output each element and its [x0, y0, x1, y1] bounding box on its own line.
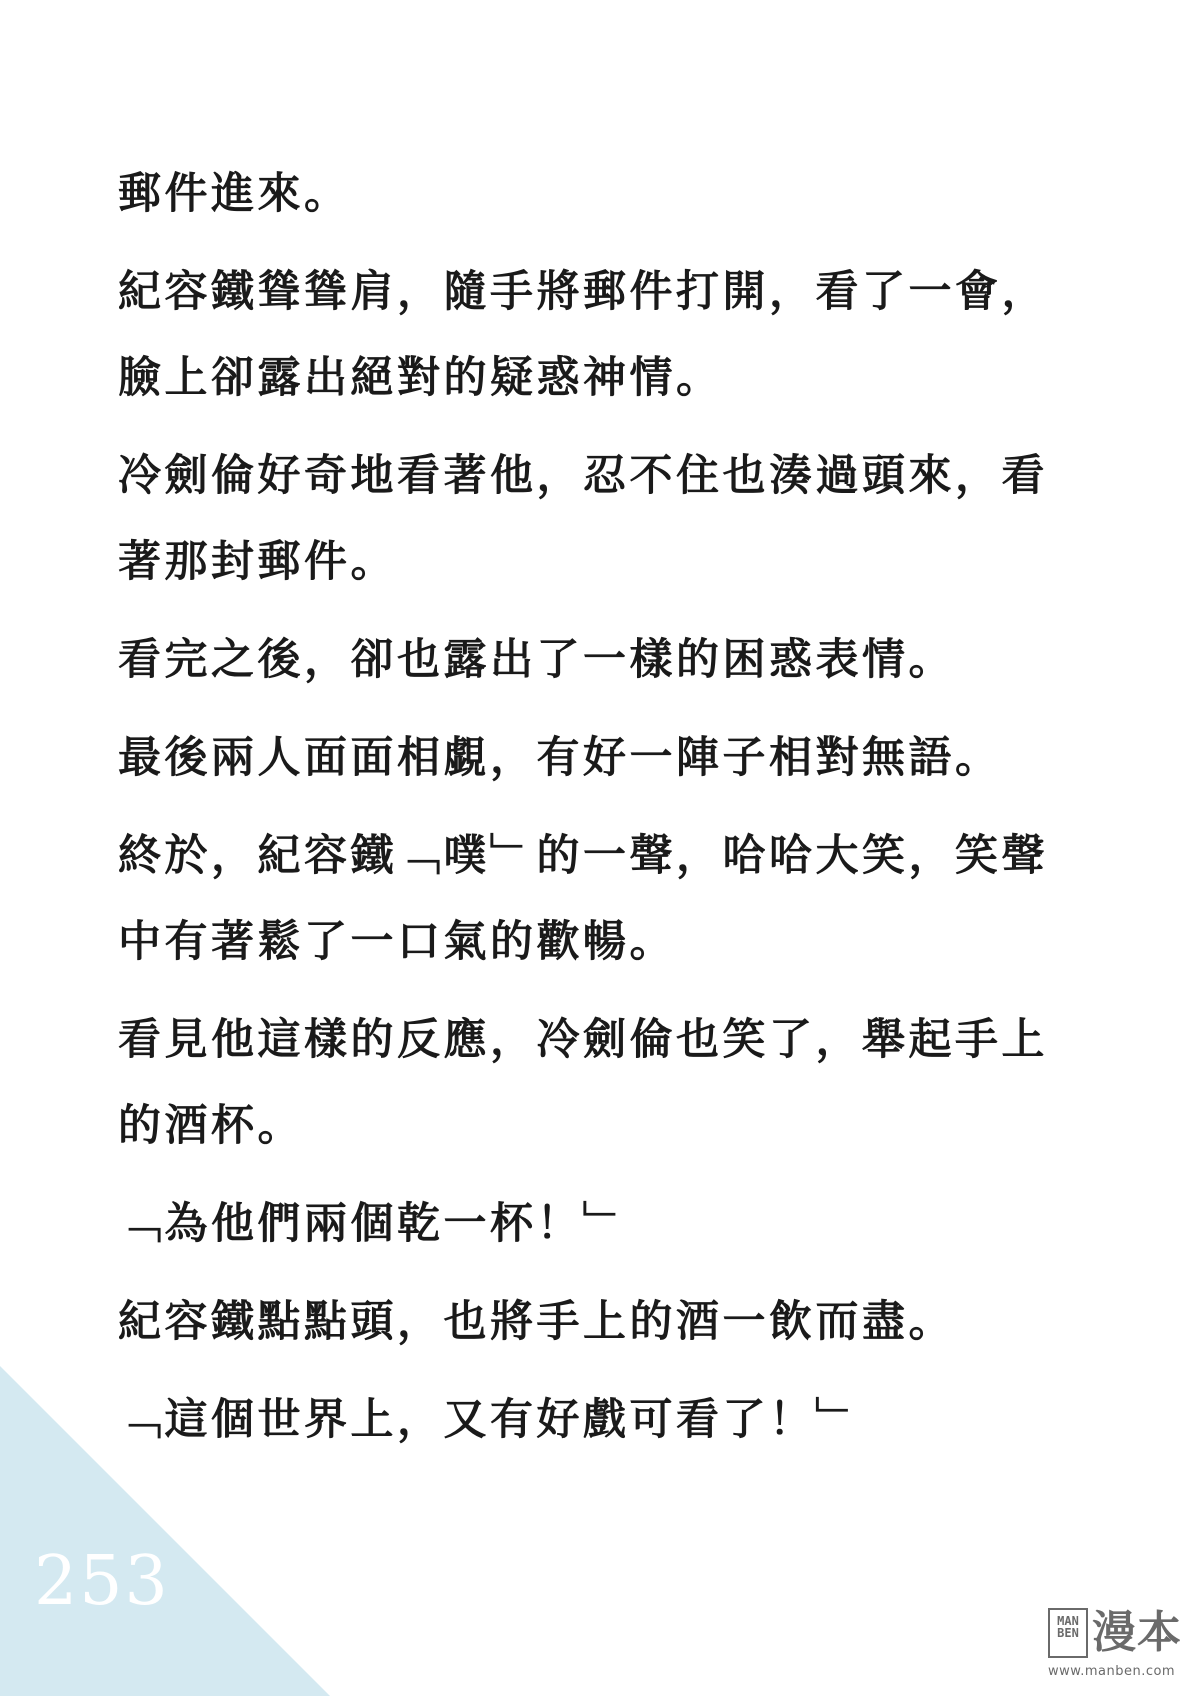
body-line: 紀容鐵聳聳肩，隨手將郵件打開，看了一會，: [118, 267, 1048, 317]
body-line: 看見他這樣的反應，冷劍倫也笑了，舉起手上: [118, 1015, 1048, 1065]
watermark-name: 漫本: [1092, 1607, 1182, 1658]
body-line: 臉上卻露出絕對的疑惑神情。: [118, 353, 723, 403]
body-line: 紀容鐵點點頭，也將手上的酒一飲而盡。: [118, 1297, 955, 1347]
body-line: 終於，紀容鐵﹁噗﹂的一聲，哈哈大笑，笑聲: [118, 831, 1048, 881]
body-line: 看完之後，卻也露出了一樣的困惑表情。: [118, 635, 955, 685]
body-line: 郵件進來。: [118, 169, 351, 219]
body-line: ﹁為他們兩個乾一杯！﹂: [118, 1199, 630, 1249]
body-line: 冷劍倫好奇地看著他，忍不住也湊過頭來，看: [118, 451, 1048, 501]
body-line: 最後兩人面面相覷，有好一陣子相對無語。: [118, 733, 1002, 783]
manben-watermark: [1048, 1608, 1196, 1692]
page-number: 253: [34, 1542, 170, 1621]
body-line: 的酒杯。: [118, 1101, 304, 1151]
watermark-url: www.manben.com: [1048, 1664, 1176, 1679]
watermark-logo: MAN BEN: [1048, 1608, 1088, 1658]
body-line: 中有著鬆了一口氣的歡暢。: [118, 917, 676, 967]
body-line: ﹁這個世界上，又有好戲可看了！﹂: [118, 1395, 862, 1445]
body-line: 著那封郵件。: [118, 537, 397, 587]
